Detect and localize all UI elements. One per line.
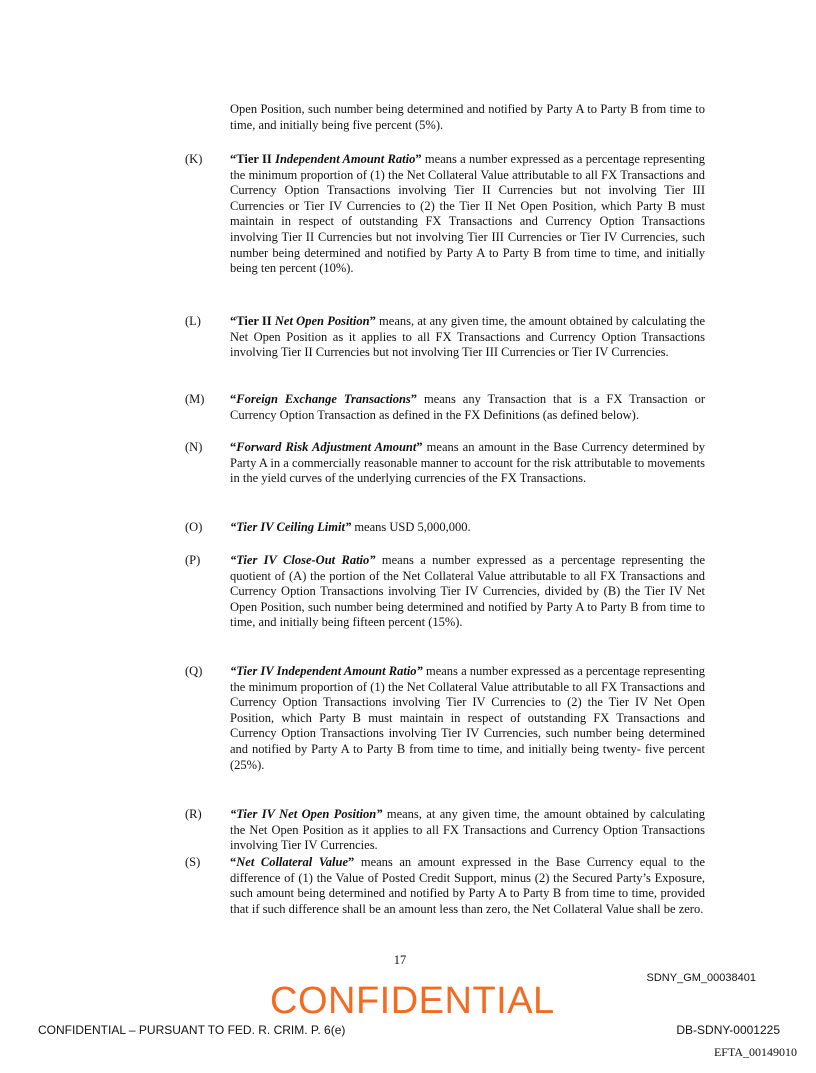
bates-number-top: SDNY_GM_00038401 <box>646 972 756 984</box>
defined-term: “Tier IV Ceiling Limit” <box>230 520 352 534</box>
definition-label: (L) <box>185 314 201 328</box>
definition-body: means an amount expressed in the Base Currency equal to the difference of (1) the Value of Posted Credit Support, minus (2) the Secured Party’s Exposure, such amount being determined and notified by Party A to Party B from time to time, provided that if such difference shall be an amount less than zero, the Net Collateral Value shall be zero. <box>230 855 705 916</box>
defined-term: “Foreign Exchange Transactions” <box>230 392 418 406</box>
defined-term: “Tier IV Net Open Position” <box>230 807 383 821</box>
definition-body: means an amount in the Base Currency determined by Party A in a commercially reasonable manner to account for the risk attributable to movements in the yield curves of the underlying currencies of the FX Transactions. <box>230 440 705 486</box>
efta-number: EFTA_00149010 <box>713 1045 797 1059</box>
defined-term: “Tier II Net Open Position” <box>230 314 376 328</box>
definition-l <box>185 314 705 361</box>
definition-k <box>185 152 705 277</box>
footer-bates-number: DB-SDNY-0001225 <box>676 1023 780 1037</box>
definition-body: means a number expressed as a percentage representing the minimum proportion of (1) the Net Collateral Value attributable to all FX Transactions and Currency Option Transactions involving Tier IV Currencies to (2) the Tier IV Net Open Position, which Party B must maintain in respect of outstanding FX Transactions and Currency Option Transactions involving Tier IV Currencies, such number being determined and notified by Party A to Party B from time to time, and initially being twenty- five percent (25%). <box>230 664 705 772</box>
continuation-paragraph: Open Position, such number being determined and notified by Party A to Party B from time to time, and initially being five percent (5%). <box>230 102 705 132</box>
defined-term: “Tier IV Independent Amount Ratio” <box>230 664 423 678</box>
defined-term: “Tier II Independent Amount Ratio” <box>230 152 422 166</box>
definition-m <box>185 392 705 423</box>
defined-term: “Forward Risk Adjustment Amount” <box>230 440 423 454</box>
page-number: 17 <box>393 953 407 967</box>
definition-body: means, at any given time, the amount obtained by calculating the Net Open Position as it applies to all FX Transactions and Currency Option Transactions involving Tier II Currencies but not involving Tier III Currencies or Tier IV Currencies. <box>230 314 705 360</box>
definition-p <box>185 553 705 631</box>
definition-r <box>185 807 705 854</box>
definition-label: (M) <box>185 392 205 406</box>
definition-s <box>185 855 705 917</box>
footer-confidential-notice: CONFIDENTIAL – PURSUANT TO FED. R. CRIM. P. 6(e) <box>38 1023 346 1037</box>
confidential-stamp: CONFIDENTIAL <box>270 980 555 1022</box>
definition-label: (S) <box>185 855 201 869</box>
defined-term: “Tier IV Close-Out Ratio” <box>230 553 376 567</box>
definition-label: (N) <box>185 440 203 454</box>
definition-n <box>185 440 705 487</box>
defined-term: “Net Collateral Value” <box>230 855 355 869</box>
definition-label: (Q) <box>185 664 203 678</box>
definition-label: (P) <box>185 553 201 567</box>
definition-body: means any Transaction that is a FX Transaction or Currency Option Transaction as defined in the FX Definitions (as defined below). <box>230 392 705 422</box>
definition-label: (K) <box>185 152 203 166</box>
definition-label: (R) <box>185 807 202 821</box>
definition-label: (O) <box>185 520 203 534</box>
definition-body: means a number expressed as a percentage representing the quotient of (A) the portion of the Net Collateral Value attributable to all FX Transactions and Currency Option Transactions involving Tier IV Currencies, divided by (B) the Tier IV Net Open Position, such number being determined and notified by Party A to Party B from time to time, and initially being fifteen percent (15%). <box>230 553 705 630</box>
definition-body: means USD 5,000,000. <box>351 520 471 534</box>
definition-body: means, at any given time, the amount obtained by calculating the Net Open Position as it applies to all FX Transactions and Currency Option Transactions involving Tier IV Currencies. <box>230 807 705 853</box>
definition-o <box>185 520 705 536</box>
definition-q <box>185 664 705 773</box>
definition-body: means a number expressed as a percentage representing the minimum proportion of (1) the Net Collateral Value attributable to all FX Transactions and Currency Option Transactions involving Tier II Currencies but not involving Tier III Currencies or Tier IV Currencies to (2) the Tier II Net Open Position, which Party B must maintain in respect of outstanding FX Transactions and Currency Option Transactions involving Tier II Currencies but not involving Tier III Currencies or Tier IV Currencies, such number being determined and notified by Party A to Party B from time to time, and initially being ten percent (10%). <box>230 152 706 276</box>
